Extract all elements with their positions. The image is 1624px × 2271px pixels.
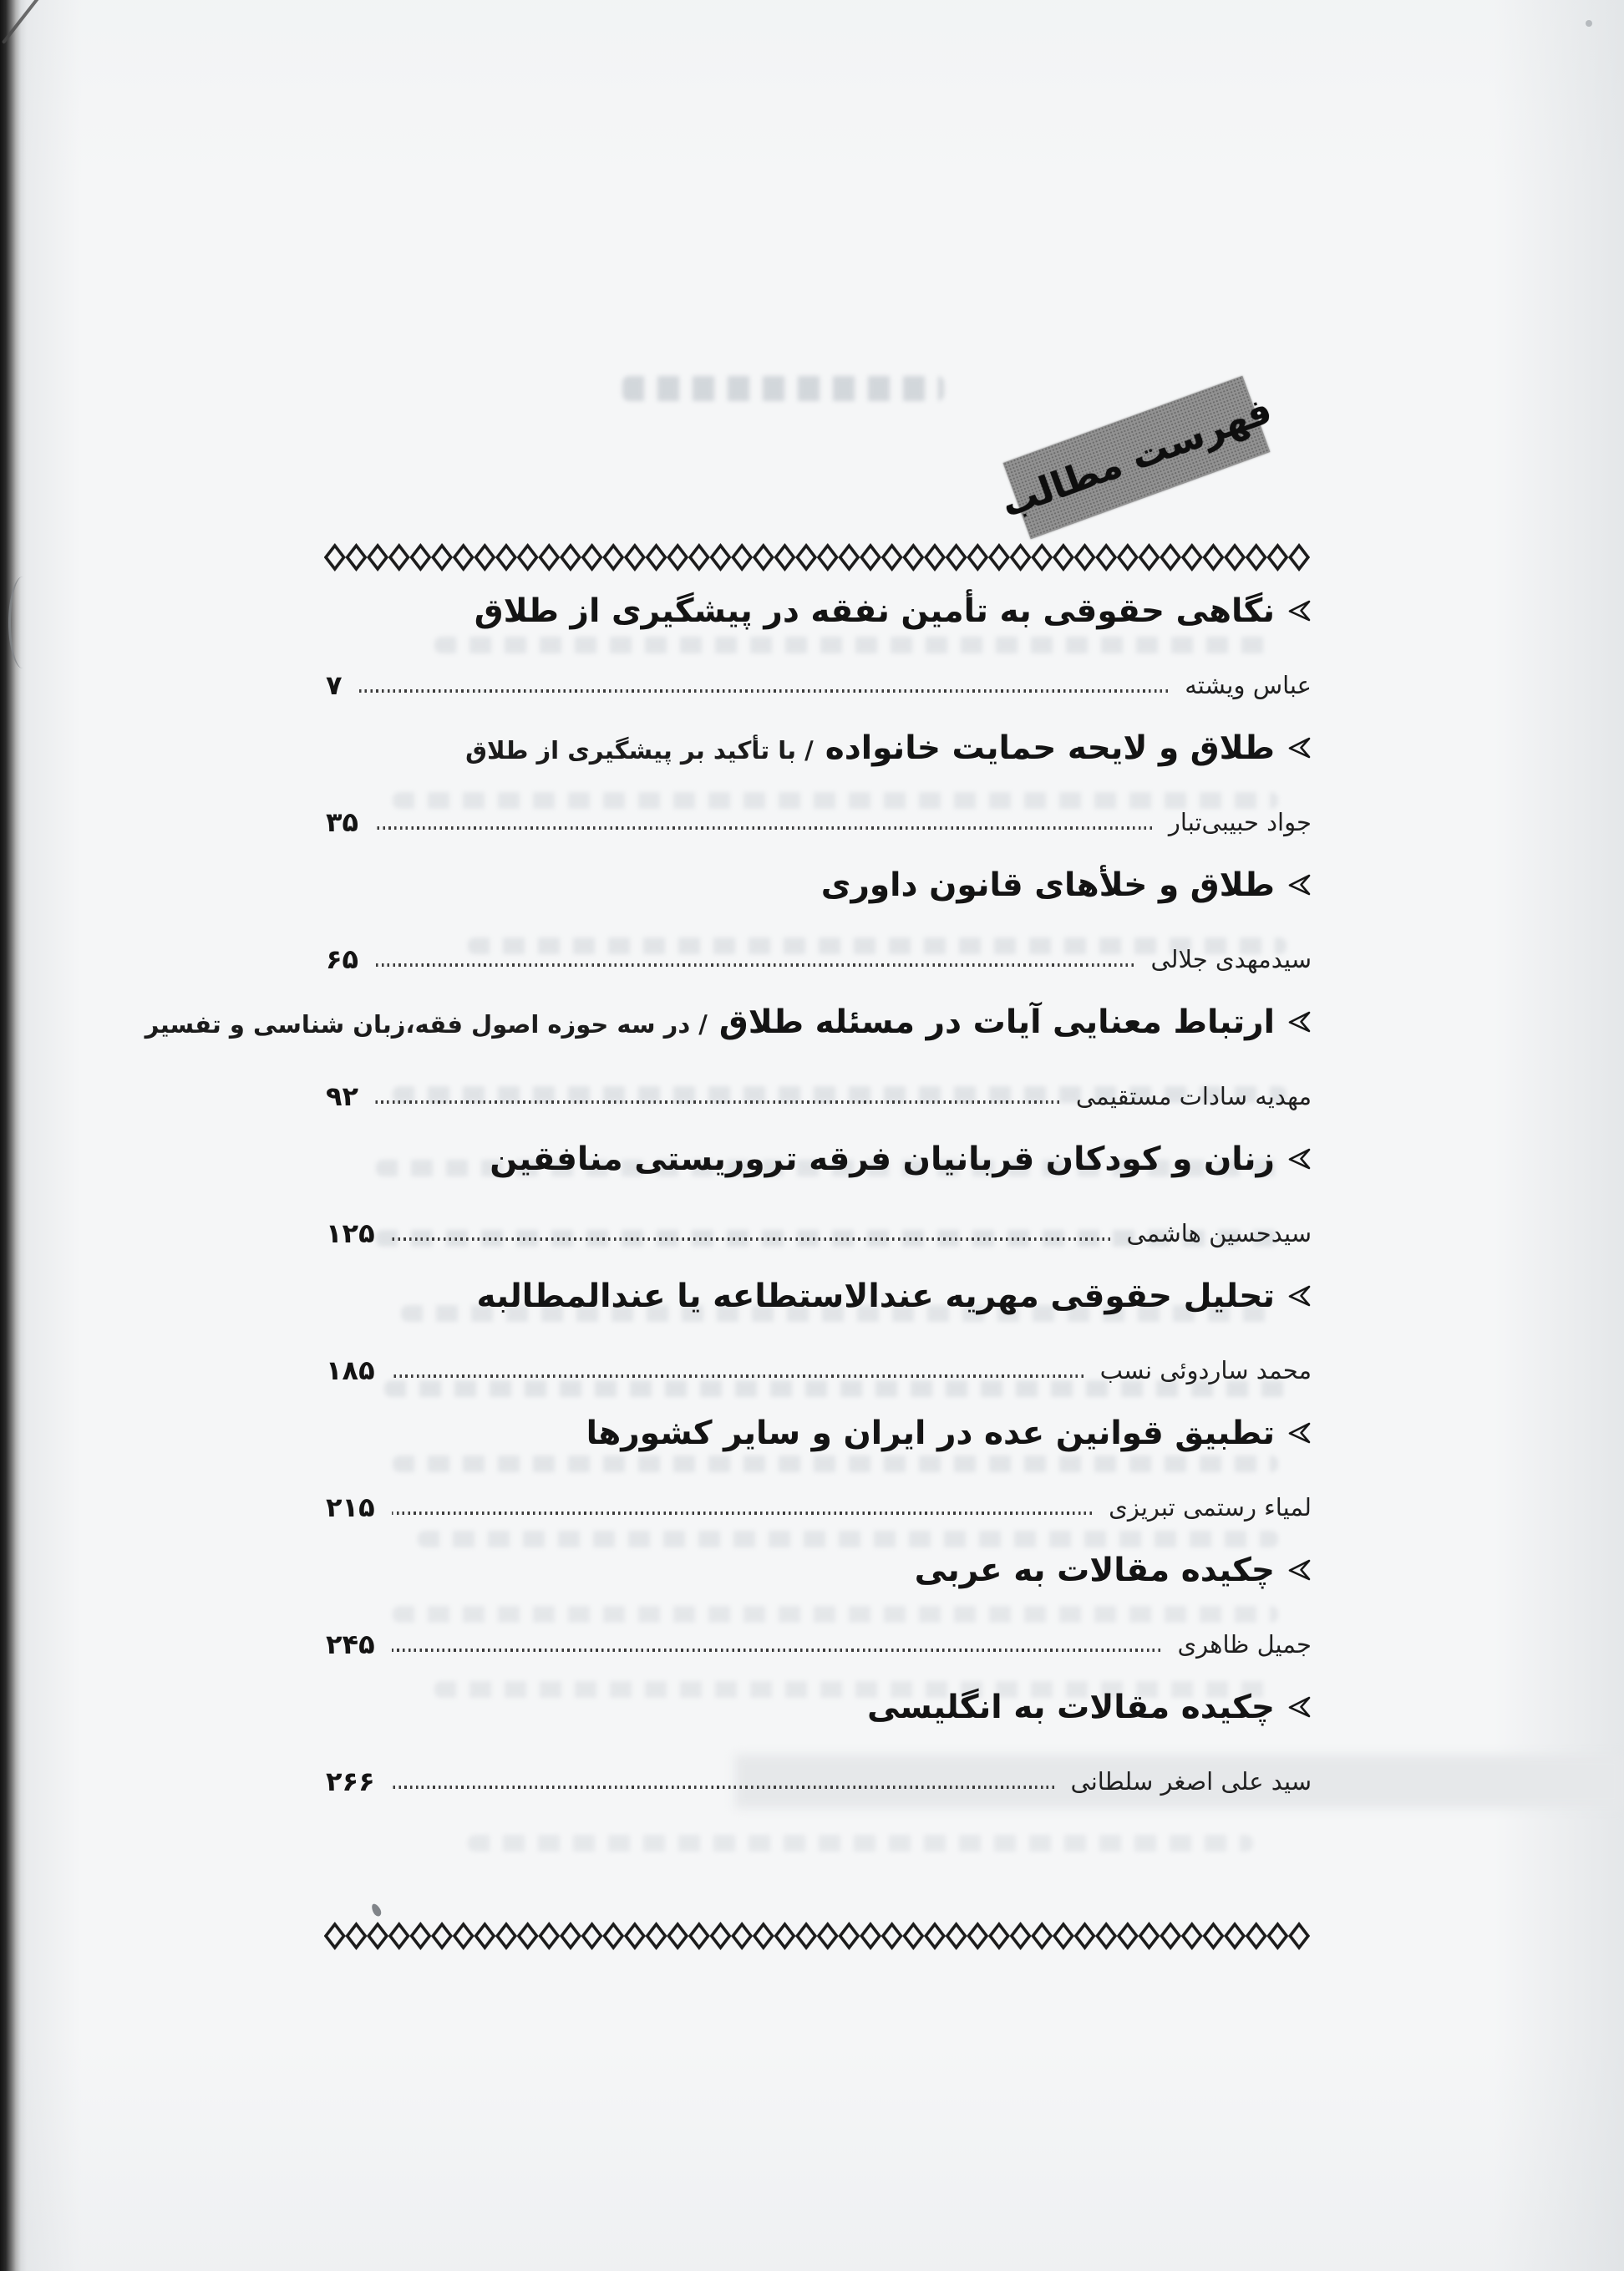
toc-entry-author: سیدحسین هاشمی [1126, 1219, 1312, 1247]
toc-entry-title: تحلیل حقوقی مهریه عندالاستطاعه یا عندالمطالبه [476, 1277, 1275, 1315]
toc-entry-author-row [326, 942, 1312, 974]
arrow-bullet-icon [1287, 736, 1312, 760]
diamond-divider-bottom [324, 1922, 1310, 1950]
toc-entry-page-number: ۷ [326, 669, 343, 701]
toc-entry-title-row [326, 725, 1312, 770]
arrow-bullet-icon [1287, 1558, 1312, 1582]
toc-entry-title: چکیده مقالات به انگلیسی [866, 1688, 1275, 1726]
toc-entry [326, 1684, 1312, 1796]
toc-entry-author: سیدمهدی جلالی [1150, 945, 1312, 973]
toc-entry-page-number: ۶۵ [326, 943, 359, 975]
arrow-bullet-icon [1287, 1695, 1312, 1719]
toc-entry [326, 1136, 1312, 1248]
dotted-leader [392, 1786, 1054, 1789]
toc-entry-title: زنان و کودکان قربانیان فرقه تروریستی منافقین [490, 1140, 1275, 1178]
ink-smudge [370, 1903, 383, 1918]
toc-entry-title-row [326, 1684, 1312, 1730]
dotted-leader [392, 1374, 1084, 1378]
toc-entry [326, 1410, 1312, 1522]
scan-spine-edge [0, 0, 27, 2271]
toc-entry-title: تطبیق قوانین عده در ایران و سایر کشورها [586, 1414, 1275, 1452]
toc-entry-title-row [326, 862, 1312, 907]
toc-entry-subtitle: / در سه حوزه اصول فقه،زبان شناسی و تفسیر [145, 1010, 708, 1039]
dotted-leader [392, 1237, 1110, 1241]
dotted-leader [392, 1649, 1161, 1652]
toc-entry-author: سید علی اصغر سلطانی [1070, 1767, 1312, 1796]
page-curl-mark [8, 577, 33, 668]
dotted-leader [392, 1511, 1093, 1515]
toc-entry-page-number: ۹۲ [326, 1080, 359, 1112]
toc-entry-title-row [145, 999, 1312, 1044]
toc-entry-author: جمیل ظاهری [1177, 1630, 1312, 1659]
toc-entry-page-number: ۲۱۵ [326, 1491, 375, 1523]
toc-entry-page-number: ۱۸۵ [326, 1354, 375, 1386]
toc-entry-title-row [326, 1273, 1312, 1318]
toc-entry-subtitle: / با تأکید بر پیشگیری از طلاق [465, 736, 814, 765]
toc-entry-author-row [326, 1628, 1312, 1659]
toc-entry-author: محمد ساردوئی نسب [1099, 1356, 1312, 1384]
dotted-leader [359, 689, 1169, 693]
toc-stamp-label: فهرست مطالب [995, 389, 1278, 526]
toc-entry-author-row [326, 1491, 1312, 1522]
toc-entry-author: مهدیه سادات مستقیمی [1075, 1082, 1312, 1110]
dotted-leader [375, 963, 1134, 967]
toc-entry-page-number: ۱۲۵ [326, 1217, 375, 1249]
toc-entry-author: جواد حبیبی‌تبار [1168, 808, 1312, 836]
arrow-bullet-icon [1287, 1147, 1312, 1171]
arrow-bullet-icon [1287, 1010, 1312, 1034]
bleed-through-text [622, 376, 944, 401]
toc-entry-author-row [326, 805, 1312, 837]
toc-entry-title: طلاق و خلأهای قانون داوری [820, 866, 1275, 904]
toc-entry [326, 1273, 1312, 1385]
toc-entry-page-number: ۳۵ [326, 806, 359, 838]
toc-entry-title: نگاهی حقوقی به تأمین نفقه در پیشگیری از طلاق [474, 592, 1275, 630]
toc-entry-author-row [326, 1080, 1312, 1111]
arrow-bullet-icon [1287, 1421, 1312, 1445]
toc-entry-page-number: ۲۴۵ [326, 1628, 375, 1660]
toc-entry-title-row [326, 1410, 1312, 1456]
toc-entry-title-row [326, 588, 1312, 633]
toc-entry [326, 862, 1312, 974]
bleed-through-text [468, 1835, 1253, 1852]
toc-entry-author-row [326, 1765, 1312, 1796]
toc-entry [326, 725, 1312, 837]
toc-entry-title: طلاق و لایحه حمایت خانواده [825, 729, 1275, 767]
toc-stamp [995, 376, 1278, 539]
toc-entry-title-row [326, 1547, 1312, 1593]
arrow-bullet-icon [1287, 599, 1312, 622]
diamond-divider-top [324, 543, 1310, 572]
toc-entry-page-number: ۲۶۶ [326, 1765, 375, 1797]
dotted-leader [375, 826, 1152, 830]
toc-entry-title: ارتباط معنایی آیات در مسئله طلاق [718, 1003, 1275, 1041]
toc-entry [326, 1547, 1312, 1659]
toc-entry-author: لمیاء رستمی تبریزی [1109, 1493, 1312, 1522]
arrow-bullet-icon [1287, 1284, 1312, 1308]
arrow-bullet-icon [1287, 873, 1312, 897]
toc-entry-title: چکیده مقالات به عربی [914, 1551, 1275, 1589]
toc-entry [145, 999, 1312, 1112]
toc-entry-author-row [326, 1354, 1312, 1385]
toc-entry-author: عباس ویشته [1185, 671, 1312, 699]
toc-entry-author-row [326, 1217, 1312, 1248]
scan-speck [1586, 20, 1592, 27]
table-of-contents [145, 577, 1312, 1821]
toc-entry [326, 588, 1312, 700]
toc-entry-title-row [326, 1136, 1312, 1181]
dotted-leader [375, 1100, 1059, 1104]
toc-entry-author-row [326, 668, 1312, 700]
